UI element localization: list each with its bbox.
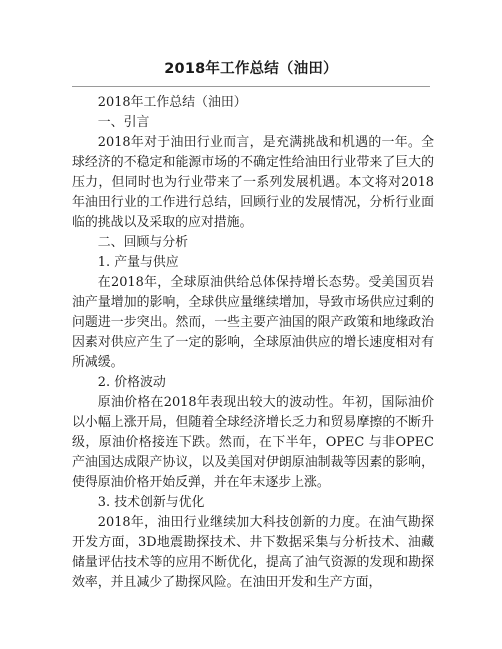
paragraph-price: 原油价格在2018年表现出较大的波动性。年初，国际油价以小幅上涨开局，但随着全球经济增长乏力和贸易摩擦的不断升级，原油价格接连下跌。然而，在下半年，OPEC 与非OPEC产油国达成限产协议，以及美国对伊朗原油制裁等因素的影响，使得原油价格开始反弹，并在年末逐步上涨。 [72,395,434,490]
paragraph-technology: 2018年，油田行业继续加大科技创新的力度。在油气勘探开发方面，3D地震勘探技术、井下数据采集与分析技术、油藏储量评估技术等的应用不断优化，提高了油气资源的发现和勘探效率，并且减少了勘探风险。在油田开发和生产方面， [72,515,434,590]
document-title: 2018年工作总结（油田） [164,61,338,77]
subheading-production: 1. 产量与供应 [97,255,179,270]
title-divider [72,86,430,87]
body-heading: 2018年工作总结（油田） [97,95,247,110]
section-heading-review: 二、回顾与分析 [97,235,189,250]
section-heading-introduction: 一、引言 [97,115,150,130]
document-body [72,93,434,593]
subheading-price: 2. 价格波动 [97,375,166,390]
paragraph-production: 在2018年，全球原油供给总体保持增长态势。受美国页岩油产量增加的影响，全球供应量继续增加，导致市场供应过剩的问题进一步突出。然而，一些主要产油国的限产政策和地缘政治因素对供应产生了一定的影响，全球原油供应的增长速度相对有所减缓。 [72,275,434,370]
subheading-technology: 3. 技术创新与优化 [97,495,205,510]
paragraph-introduction: 2018年对于油田行业而言，是充满挑战和机遇的一年。全球经济的不稳定和能源市场的不确定性给油田行业带来了巨大的压力，但同时也为行业带来了一系列发展机遇。本文将对2018年油田行业的工作进行总结，回顾行业的发展情况，分析行业面临的挑战以及采取的应对措施。 [72,135,434,230]
